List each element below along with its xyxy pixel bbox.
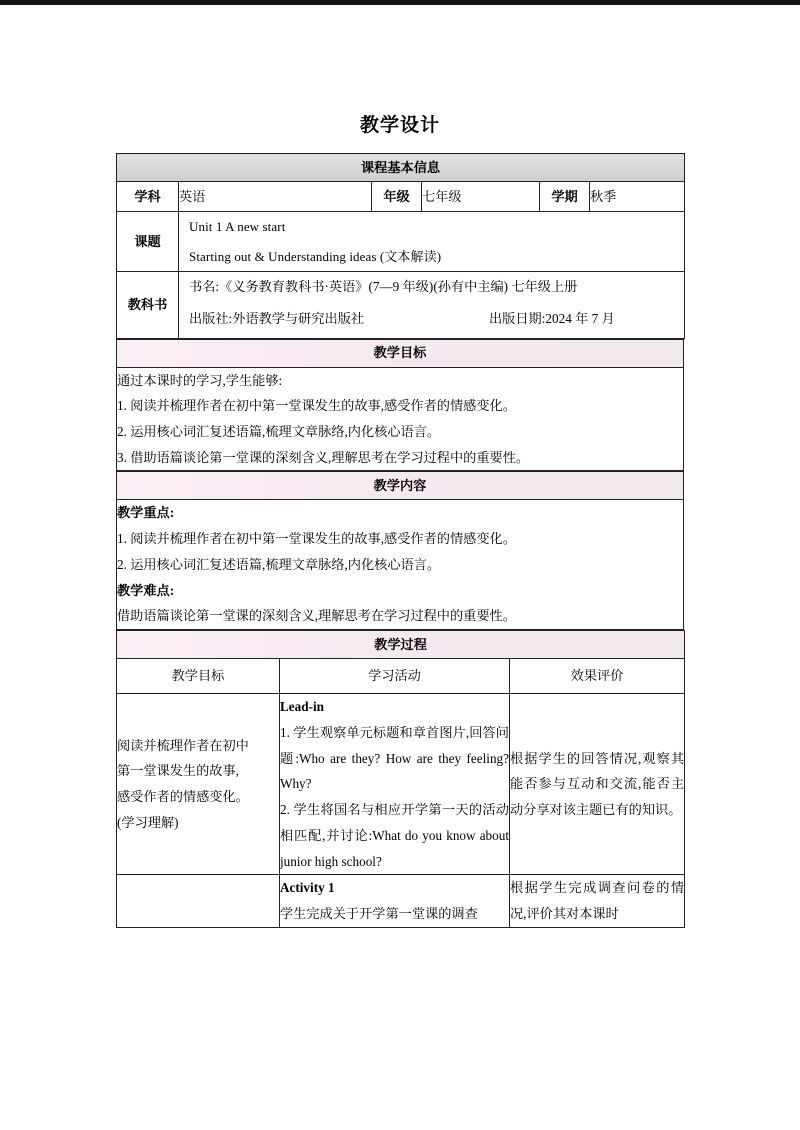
- table-row: [117, 367, 684, 471]
- table-row: [117, 212, 685, 272]
- table-row: [117, 154, 685, 182]
- publication-row: [179, 302, 684, 338]
- term-value: 秋季: [590, 182, 685, 212]
- topic-value: [179, 212, 685, 272]
- grade-label: 年级: [372, 182, 422, 212]
- goal-line: 感受作者的情感变化。: [117, 789, 249, 805]
- grade-value: 七年级: [422, 182, 540, 212]
- page-title: 教学设计: [359, 115, 440, 136]
- publisher: 出版社:外语教学与研究出版社: [189, 310, 365, 326]
- key-point-item: 1. 阅读并梳理作者在初中第一堂课发生的故事,感受作者的情感变化。: [117, 531, 516, 547]
- publication-date: 出版日期:2024 年 7 月: [489, 310, 615, 326]
- textbook-value: [179, 272, 685, 339]
- process-table: [116, 630, 685, 928]
- process-goal-cell: [117, 694, 280, 875]
- evaluation-item: 根据学生完成调查问卷的情况,评价其对本课时: [510, 880, 685, 922]
- topic-line-2: Starting out & Understanding ideas (文本解读): [189, 248, 442, 264]
- document-page: [0, 5, 800, 1130]
- content-body: [117, 500, 684, 630]
- table-row: [117, 694, 685, 875]
- textbook-label: 教科书: [117, 272, 179, 339]
- objective-item: 1. 阅读并梳理作者在初中第一堂课发生的故事,感受作者的情感变化。: [117, 398, 516, 414]
- textbook-name: 书名:《义务教育教科书·英语》(7—9 年级)(孙有中主编) 七年级上册: [189, 279, 578, 294]
- subject-value: 英语: [179, 182, 372, 212]
- topic-label: 课题: [117, 212, 179, 272]
- objectives-intro: 通过本课时的学习,学生能够:: [117, 372, 283, 388]
- objective-item: 2. 运用核心词汇复述语篇,梳理文章脉络,内化核心语言。: [117, 424, 441, 439]
- objectives-band: 教学目标: [117, 339, 684, 367]
- evaluation-item: 根据学生的回答情况,观察其能否参与互动和交流,能否主动分享对该主题已有的知识。: [510, 750, 685, 818]
- column-header-goal: 教学目标: [117, 659, 280, 694]
- table-row: [117, 631, 685, 659]
- basic-info-band: 课程基本信息: [117, 154, 685, 182]
- table-row: [117, 272, 685, 339]
- goal-line: (学习理解): [117, 814, 179, 830]
- activity-item: 学生完成关于开学第一堂课的调查: [280, 906, 478, 922]
- subject-label: 学科: [117, 182, 179, 212]
- objectives-body: [117, 367, 684, 471]
- process-activity-cell: [280, 875, 510, 927]
- content-table: [116, 471, 684, 630]
- term-label: 学期: [540, 182, 590, 212]
- table-row: [117, 339, 684, 367]
- objectives-table: [116, 339, 684, 472]
- topic-line-1: Unit 1 A new start: [189, 219, 286, 234]
- process-activity-cell: [280, 694, 510, 875]
- table-row: [117, 182, 685, 212]
- difficulties-label: 教学难点:: [117, 582, 175, 598]
- activity-item: 2. 学生将国名与相应开学第一天的活动相匹配,并讨论:What do you know about junior high school?: [280, 802, 509, 869]
- key-points-label: 教学重点:: [117, 505, 175, 521]
- table-row: [117, 875, 685, 927]
- activity-title: Lead-in: [280, 699, 324, 715]
- process-goal-cell: [117, 875, 280, 927]
- activity-item: 1. 学生观察单元标题和章首图片,回答问题:Who are they? How are they feeling? Why?: [280, 724, 509, 792]
- difficulty-item: 借助语篇谈论第一堂课的深刻含义,理解思考在学习过程中的重要性。: [117, 608, 516, 624]
- table-row: [117, 500, 684, 630]
- objective-item: 3. 借助语篇谈论第一堂课的深刻含义,理解思考在学习过程中的重要性。: [117, 449, 530, 465]
- process-band: 教学过程: [117, 631, 685, 659]
- process-evaluation-cell: [510, 875, 685, 927]
- column-header-activity: 学习活动: [280, 659, 510, 694]
- process-header-row: [117, 659, 685, 694]
- goal-line: 阅读并梳理作者在初中: [117, 737, 249, 753]
- table-row: [117, 472, 684, 500]
- goal-line: 第一堂课发生的故事,: [117, 763, 239, 779]
- content-band: 教学内容: [117, 472, 684, 500]
- process-evaluation-cell: [510, 694, 685, 875]
- lesson-plan-sheet: [116, 153, 684, 928]
- basic-info-table: [116, 153, 685, 339]
- key-point-item: 2. 运用核心词汇复述语篇,梳理文章脉络,内化核心语言。: [117, 556, 441, 572]
- column-header-evaluation: 效果评价: [510, 659, 685, 694]
- activity-title: Activity 1: [280, 880, 335, 896]
